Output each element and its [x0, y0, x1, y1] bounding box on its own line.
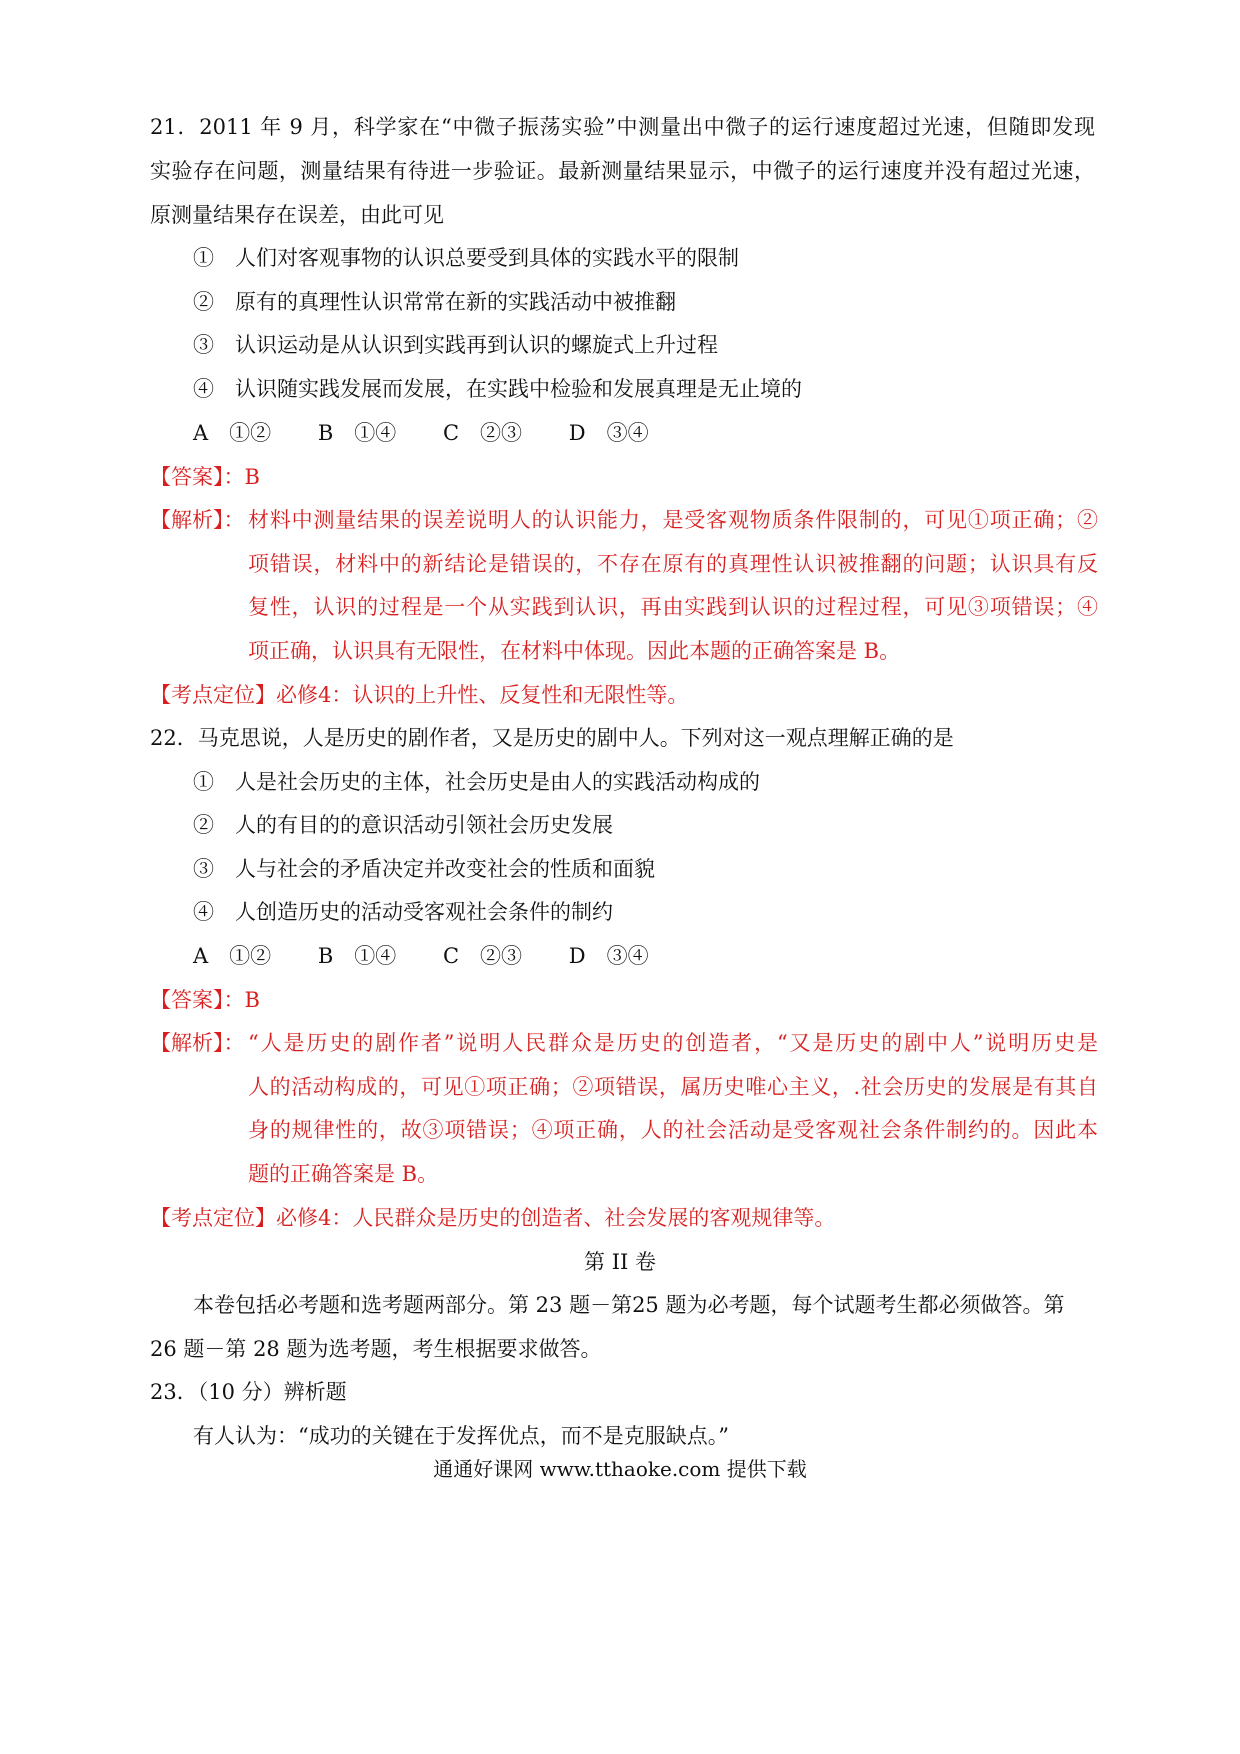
- q21-answer-value: B: [244, 465, 260, 489]
- q21-option-3: ③ 认识运动是从认识到实践再到认识的螺旋式上升过程: [193, 333, 718, 357]
- q21-stem-line-1: 21．2011 年 9 月，科学家在“中微子振荡实验”中测量出中微子的运行速度超过光速，但随即发现: [150, 115, 1095, 139]
- q21-answer-label: 【答案】：: [150, 465, 245, 489]
- q22-choices: [193, 941, 1138, 971]
- q22-point-text: 必修4：人民群众是历史的创造者、社会发展的客观规律等。: [276, 1206, 836, 1230]
- q22-answer-label: 【答案】：: [150, 988, 245, 1012]
- q22-point: [150, 1203, 1095, 1233]
- q21-analysis-line-2: 项错误，材料中的新结论是错误的，不存在原有的真理性认识被推翻的问题；认识具有反: [248, 552, 1098, 576]
- q21-option-4: ④ 认识随实践发展而发展，在实践中检验和发展真理是无止境的: [193, 377, 802, 401]
- q22-analysis-line-1: “人是历史的剧作者”说明人民群众是历史的创造者，“又是历史的剧中人”说明历史是: [248, 1031, 1098, 1055]
- q22-stem: 22．马克思说，人是历史的剧作者，又是历史的剧中人。下列对这一观点理解正确的是: [150, 726, 954, 750]
- section-2-title: 第 II 卷: [584, 1250, 656, 1274]
- q21-choice-d: D ③④: [568, 421, 649, 445]
- q21-choice-b: B ①④: [317, 421, 397, 445]
- q21-stem-line-2: 实验存在问题，测量结果有待进一步验证。最新测量结果显示，中微子的运行速度并没有超过光速，: [150, 159, 1095, 183]
- q22-analysis-label: 【解析】：: [150, 1031, 245, 1055]
- q21-point-text: 必修4：认识的上升性、反复性和无限性等。: [276, 683, 689, 707]
- q21-analysis-label: 【解析】：: [150, 508, 245, 532]
- q21-option-1: ① 人们对客观事物的认识总要受到具体的实践水平的限制: [193, 246, 739, 270]
- q21-option-2: ② 原有的真理性认识常常在新的实践活动中被推翻: [193, 290, 676, 314]
- section-2-intro-line-1: 本卷包括必考题和选考题两部分。第 23 题－第25 题为必考题，每个试题考生都必须做答。第: [193, 1293, 1065, 1317]
- q21-analysis-line-3: 复性，认识的过程是一个从实践到认识，再由实践到认识的过程过程，可见③项错误；④: [248, 595, 1098, 619]
- q22-choice-c: C ②③: [442, 944, 523, 968]
- q22-option-3: ③ 人与社会的矛盾决定并改变社会的性质和面貌: [193, 857, 655, 881]
- q23-stem: 23．（10 分）辨析题: [150, 1380, 347, 1404]
- q21-choice-a: A ①②: [193, 421, 272, 445]
- q23-text: 有人认为：“成功的关键在于发挥优点，而不是克服缺点。”: [193, 1424, 729, 1448]
- q21-choice-c: C ②③: [442, 421, 523, 445]
- q22-point-label: 【考点定位】: [150, 1206, 276, 1230]
- section-2-intro-line-2: 26 题－第 28 题为选考题，考生根据要求做答。: [150, 1337, 602, 1361]
- q21-analysis-line-4: 项正确，认识具有无限性，在材料中体现。因此本题的正确答案是 B。: [248, 639, 901, 663]
- q22-answer-value: B: [244, 988, 260, 1012]
- q22-choice-b: B ①④: [317, 944, 397, 968]
- q21-point-label: 【考点定位】: [150, 683, 276, 707]
- q22-analysis-line-2: 人的活动构成的，可见①项正确；②项错误，属历史唯心主义，.社会历史的发展是有其自: [248, 1075, 1098, 1099]
- q22-choice-d: D ③④: [568, 944, 649, 968]
- q21-analysis-line-1: 材料中测量结果的误差说明人的认识能力，是受客观物质条件限制的，可见①项正确；②: [248, 508, 1098, 532]
- q21-stem-line-3: 原测量结果存在误差，由此可见: [150, 203, 444, 227]
- q22-answer: [150, 985, 1095, 1015]
- q22-option-2: ② 人的有目的的意识活动引领社会历史发展: [193, 813, 613, 837]
- q22-analysis-line-4: 题的正确答案是 B。: [248, 1162, 439, 1186]
- q22-choice-a: A ①②: [193, 944, 272, 968]
- q21-answer: [150, 462, 1095, 492]
- q21-choices: [193, 418, 1138, 448]
- q21-point: [150, 680, 1095, 710]
- q22-option-1: ① 人是社会历史的主体，社会历史是由人的实践活动构成的: [193, 770, 760, 794]
- page-footer: 通通好课网 www.tthaoke.com 提供下载: [433, 1457, 807, 1481]
- q22-analysis-line-3: 身的规律性的，故③项错误；④项正确，人的社会活动是受客观社会条件制约的。因此本: [248, 1118, 1098, 1142]
- q22-option-4: ④ 人创造历史的活动受客观社会条件的制约: [193, 900, 613, 924]
